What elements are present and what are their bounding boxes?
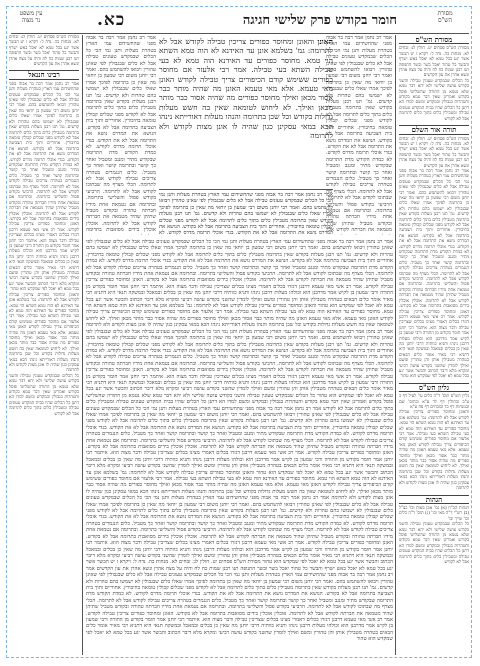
rabbeinu-chananel-text-cont2: כל הכלים שבמקדש טעונין טבילה והשני בקודש עושה שלישי ולא יהא דבר טמא שלא נטמא מן התורה שהשלישי פוסל בקודש ואמרינן שאין דבר טמא בקודש והטהרות בגבולין ובמקדש ומשם למדו הא דתנן כל הכלים שהיו בבית המקדש טעונים טבילה ומטבילין כלים בתוך כלים לתרומה אבל לא לקודש	[9, 373, 79, 417]
ein-mishpat-text: מסורת הש"ס פסחים יט. חולין לג: זבחים לא. מנחות כה. נדה ל: ויקרא ז יט הבשר אשר יגע בכל טמא לא יאכל באש ישרף והבשר כל טהור יאכל בשר ובשר התנופה תנו רבנן שמות כח לח והיה על מצח אהרן ונשא אהרן את עון הקדשים	[9, 35, 79, 68]
torah-or-title: תורה אור השלם	[399, 125, 469, 134]
tosafot-column	[86, 35, 156, 235]
lower-commentary-text-cont8: אמר רב נחמן אמר רבה בר אבוה מפני שהחשידום עמי הארץ בטהרת מעלות ותנן נמי הכי כל הכלים שבמקדש טעונים טבילה אבל לא כלים שבגבולין לפי שאינן טהורין ויבואו להשתמש בהם. ואמר רבי יוחנן משום רבי שמעון בן יוחאי מה שאין כן בתרומה לפיכך אמרו שאלו כלים שבגבולין לא ישמשו בהם טהרות ולא קדשים. גמ' תנו רבנן מעלות בקודש שאין בתרומה מטבילין כלים בתוך כלים לתרומה אבל לא לקודש מפני שכלים קבולין טומאה בחיבורין. אחוריים ותוך בית הצביעה בתרומה אבל לא בקודש. הנושא את המדרס נושא את התרומה אבל לא את הקודש. בגדי אוכלי תרומה מדרס לקודש. לא כמדת הקודש מדת התרומה שבקודש מתיר ומנגב ומטביל ואחר כך קושר ובתרומה קושר ואחר כך מטביל. כלים הנגמרים בטהרה צריכים טבילה לקודש אבל לא לתרומה. הכלי מצרף מה שבתוכו לקודש אבל לא לתרומה. הרביעי בקודש פסול והשלישי בתרומה. ובתרומה אם נטמאת אחת מידיו חברתה טהורה ובקודש מטביל שתיהן שהיד מטמאה את חברתה לקודש אבל לא לתרומה. אוכלין אוכלין בידים מסואבות בתרומה אבל לא בקודש. האונן ומחוסר כפורים צריכין טבילה לקודש. אמר רב אשי מאי טעמא דרבנן דגזרו בכלים דאמרי מצינו בכלים שצריכין טבילה ודבר מצוה הוא. איתמר רבי יוחנן אמר חומר בקודש מן התורה ורבי שמעון בן לקיש אמר מדרבנן הוא וכולהו מעלות דרבנן נינהו ותניא כוותיה דרבי יוחנן מה שאין כן בכלים ובמאכל ובמשקה תנאי היא דתניא רבי מאיר אומר כלים הבאים בטהרה מטבילין אותן והן טהורין ומשם ואילך לומדין שהשני בקודש עושה רביעי ומקרא מלא דיבר הכתוב והבשר אשר יגע בכל טמא לא יאכל לפי שמקדש הוא טהור	[86, 565, 393, 643]
torah-or-text: מסורת הש"ס פסחים יט. חולין לג: זבחים לא. מנחות כה. נדה ל: ויקרא ז יט הבשר אשר יגע בכל טמא לא יאכל באש ישרף והבשר כל טהור יאכל בשר ובשר התנופה תנו רבנן שמות כח לח והיה על מצח אהרן ונשא אהרן את עון הקדשים	[399, 136, 469, 169]
mishna-lead-word: האונן	[317, 37, 333, 46]
lower-commentary-text: אמר רב נחמן אמר רבה בר אבוה מפני שהחשידום עמי הארץ בטהרת מעלות ותנן נמי הכי כל הכלים שבמקדש טעונים טבילה אבל לא כלים שבגבולין לפי שאינן טהורין ויבואו להשתמש בהם. ואמר רבי יוחנן משום רבי שמעון בן יוחאי מה שאין כן בתרומה לפיכך אמרו שאלו כלים שבגבולין לא ישמשו בהם טהרות ולא קדשים. גמ' תנו רבנן מעלות בקודש שאין בתרומה מטבילין כלים בתוך כלים לתרומה אבל לא לקודש מפני שכלים קבולין טומאה בחיבורין. אחוריים ותוך בית הצביעה בתרומה אבל לא בקודש. הנושא את המדרס נושא את התרומה אבל לא את הקודש. בגדי אוכלי תרומה מדרס לקודש. לא כמדת הקודש מדת התרומה שבקודש מתיר ומנגב ומטביל ואחר כך קושר ובתרומה קושר ואחר כך מטביל. כלים הנגמרים בטהרה צריכים טבילה לקודש אבל לא לתרומה. הכלי מצרף מה שבתוכו לקודש אבל לא לתרומה. הרביעי בקודש פסול והשלישי בתרומה. ובתרומה אם נטמאת אחת מידיו חברתה טהורה ובקודש מטביל שתיהן שהיד מטמאה את חברתה לקודש אבל לא לתרומה. אוכלין אוכלין בידים מסואבות בתרומה אבל לא בקודש. האונן ומחוסר כפורים צריכין טבילה לקודש. אמר רב אשי מאי טעמא דרבנן דגזרו בכלים דאמרי מצינו בכלים שצריכין טבילה ודבר מצוה הוא. איתמר רבי יוחנן אמר חומר בקודש מן התורה ורבי שמעון בן לקיש אמר מדרבנן הוא וכולהו מעלות דרבנן נינהו ותניא כוותיה דרבי יוחנן מה שאין כן בכלים ובמאכל ובמשקה תנאי היא דתניא רבי מאיר אומר כלים הבאים בטהרה מטבילין אותן והן טהורין ומשם ואילך לומדין שהשני בקודש עושה רביעי ומקרא מלא דיבר הכתוב והבשר אשר יגע בכל טמא לא יאכל לפי שמקדש הוא טהור	[86, 239, 393, 310]
lower-commentary-text-cont7: מסורת הש"ס פסחים יט. חולין לג: זבחים לא. מנחות כה. נדה ל: ויקרא ז יט הבשר אשר יגע בכל טמא לא יאכל באש ישרף והבשר כל טהור יאכל בשר ובשר התנופה תנו רבנן שמות כח לח והיה על מצח אהרן ונשא אהרן את עון הקדשים	[86, 559, 393, 572]
gilyon-title: גליון הש"ס	[399, 383, 469, 392]
lower-commentary-text-cont4: אמר רב נחמן אמר רבה בר אבוה מפני שהחשידום עמי הארץ בטהרת מעלות ותנן נמי הכי כל הכלים שבמקדש טעונים טבילה אבל לא כלים שבגבולין לפי שאינן טהורין ויבואו להשתמש בהם. ואמר רבי יוחנן משום רבי שמעון בן יוחאי מה שאין כן בתרומה לפיכך אמרו שאלו כלים שבגבולין לא ישמשו בהם טהרות ולא קדשים. גמ' תנו רבנן מעלות בקודש שאין בתרומה מטבילין כלים בתוך כלים לתרומה אבל לא לקודש מפני שכלים קבולין טומאה בחיבורין. אחוריים ותוך בית הצביעה בתרומה אבל לא בקודש. הנושא את המדרס נושא את התרומה אבל לא את הקודש. בגדי אוכלי תרומה מדרס לקודש. לא כמדת הקודש מדת התרומה שבקודש מתיר ומנגב ומטביל ואחר כך קושר ובתרומה קושר ואחר כך מטביל. כלים הנגמרים בטהרה צריכים טבילה לקודש אבל לא לתרומה. הכלי מצרף מה שבתוכו לקודש אבל לא לתרומה. הרביעי בקודש פסול והשלישי בתרומה. ובתרומה אם נטמאת אחת מידיו חברתה טהורה ובקודש מטביל שתיהן שהיד מטמאה את חברתה לקודש אבל לא לתרומה. אוכלין אוכלין בידים מסואבות בתרומה אבל לא בקודש. האונן ומחוסר כפורים צריכין טבילה לקודש. אמר רב אשי מאי טעמא דרבנן דגזרו בכלים דאמרי מצינו בכלים שצריכין טבילה ודבר מצוה הוא. איתמר רבי יוחנן אמר חומר בקודש מן התורה ורבי שמעון בן לקיש אמר מדרבנן הוא וכולהו מעלות דרבנן נינהו ותניא כוותיה דרבי יוחנן מה שאין כן בכלים ובמאכל ובמשקה תנאי היא דתניא רבי מאיר אומר כלים הבאים בטהרה מטבילין אותן והן טהורין ומשם ואילך לומדין שהשני בקודש עושה רביעי ומקרא מלא דיבר הכתוב והבשר אשר יגע בכל טמא לא יאכל לפי שמקדש הוא טהור	[86, 405, 393, 476]
header-rule	[11, 33, 469, 34]
right-column-rule	[395, 35, 396, 655]
gilyon-text: גליון הש"ס תוס' ד"ה כלים עי' לעיל דף כ ע"ב ובחולין דף לד ע"א ובתוס' שם ובמנחות דף כד ובזבחים דף פח ע"א	[399, 394, 469, 410]
hagahot-title: הגהות	[399, 495, 469, 504]
gemara-upper	[159, 192, 333, 236]
lower-commentary-text-cont: והאונן ומחוסר כפורים צריכין טבילה לקודש אבל לא לתרומה: גמ' בשלמא אונן עד האידנא לא הוה טמא השתא הוי טמא. מחוסר כפורים עד האידנא הוה טמא לא בעי טבילה השתא בעי טבילה. אמר רבי אלעזר אם מחוסר כפורים ששימש קודם הכיפורים צריך טבילה לקודש האונן מאי טעמא. אלא מאי טעמא האונן מה שהיה מותר כבר אסור מכאן ואילך מחוסר כפורים מה שהיה אסור כבר מותר מכאן ואילך. לא ליחוש לטומאה שאין בה חשש מעלות גדולות בקודש וכל שכן בתרומה והנהו מעלות דאורייתא נינהו הכא במאי עסקינן כגון שהיה לו אונן מצות לקודש ולא לתרומה	[86, 303, 393, 329]
masoret-corner-label: מסורת הש"ס	[437, 10, 453, 24]
lower-commentary-text-cont3: כל הכלים שבמקדש טעונין טבילה והשני בקודש עושה שלישי ולא יהא דבר טמא שלא נטמא מן התורה שהשלישי פוסל בקודש ואמרינן שאין דבר טמא בקודש והטהרות בגבולין ובמקדש ומשם למדו הא דתנן כל הכלים שהיו בבית המקדש טעונים טבילה ומטבילין כלים בתוך כלים לתרומה אבל לא לקודש	[86, 392, 393, 412]
talmud-page	[6, 6, 472, 658]
mishna-block	[159, 37, 333, 187]
right-margin-column	[399, 35, 469, 655]
lower-commentary-text-cont5: והאונן ומחוסר כפורים צריכין טבילה לקודש אבל לא לתרומה: גמ' בשלמא אונן עד האידנא לא הוה טמא השתא הוי טמא. מחוסר כפורים עד האידנא הוה טמא לא בעי טבילה השתא בעי טבילה. אמר רבי אלעזר אם מחוסר כפורים ששימש קודם הכיפורים צריך טבילה לקודש האונן מאי טעמא. אלא מאי טעמא האונן מה שהיה מותר כבר אסור מכאן ואילך מחוסר כפורים מה שהיה אסור כבר מותר מכאן ואילך. לא ליחוש לטומאה שאין בה חשש מעלות גדולות בקודש וכל שכן בתרומה והנהו מעלות דאורייתא נינהו הכא במאי עסקינן כגון שהיה לו אונן מצות לקודש ולא לתרומה	[86, 469, 393, 502]
rabbeinu-chananel-text: אמר רב נחמן אמר רבה בר אבוה מפני שהחשידום עמי הארץ בטהרת מעלות ותנן נמי הכי כל הכלים שבמקדש טעונים טבילה אבל לא כלים שבגבולין לפי שאינן טהורין ויבואו להשתמש בהם. ואמר רבי יוחנן משום רבי שמעון בן יוחאי מה שאין כן בתרומה לפיכך אמרו שאלו כלים שבגבולין לא ישמשו בהם טהרות ולא קדשים. גמ' תנו רבנן מעלות בקודש שאין בתרומה מטבילין כלים בתוך כלים לתרומה אבל לא לקודש מפני שכלים קבולין טומאה בחיבורין. אחוריים ותוך בית הצביעה בתרומה אבל לא בקודש. הנושא את המדרס נושא את התרומה אבל לא את הקודש. בגדי אוכלי תרומה מדרס לקודש. לא כמדת הקודש מדת התרומה שבקודש מתיר ומנגב ומטביל ואחר כך קושר ובתרומה קושר ואחר כך מטביל. כלים הנגמרים בטהרה צריכים טבילה לקודש אבל לא לתרומה. הכלי מצרף מה שבתוכו לקודש אבל לא לתרומה. הרביעי בקודש פסול והשלישי בתרומה. ובתרומה אם נטמאת אחת מידיו חברתה טהורה ובקודש מטביל שתיהן שהיד מטמאה את חברתה לקודש אבל לא לתרומה. אוכלין אוכלין בידים מסואבות בתרומה אבל לא בקודש. האונן ומחוסר כפורים צריכין טבילה לקודש. אמר רב אשי מאי טעמא דרבנן דגזרו בכלים דאמרי מצינו בכלים שצריכין טבילה ודבר מצוה הוא. איתמר רבי יוחנן אמר חומר בקודש מן התורה ורבי שמעון בן לקיש אמר מדרבנן הוא וכולהו מעלות דרבנן נינהו ותניא כוותיה דרבי יוחנן מה שאין כן בכלים ובמאכל ובמשקה תנאי היא דתניא רבי מאיר אומר כלים הבאים בטהרה מטבילין אותן והן טהורין ומשם ואילך לומדין שהשני בקודש עושה רביעי ומקרא מלא דיבר הכתוב והבשר אשר יגע בכל טמא לא יאכל לפי שמקדש הוא טהור	[9, 81, 79, 293]
page-number: כא.	[97, 10, 126, 30]
masoret-text-cont: כל הכלים שבמקדש טעונין טבילה והשני בקודש עושה שלישי ולא יהא דבר טמא שלא נטמא מן התורה שהשלישי פוסל בקודש ואמרינן שאין דבר טמא בקודש והטהרות בגבולין ובמקדש ומשם למדו הא דתנן כל הכלים שהיו בבית המקדש טעונים טבילה ומטבילין כלים בתוך כלים לתרומה אבל לא לקודש	[399, 78, 469, 122]
gemara-upper-text: אמר רב נחמן אמר רבה בר אבוה מפני שהחשידום עמי הארץ בטהרת מעלות ותנן נמי הכי כל הכלים שבמקדש טעונים טבילה אבל לא כלים שבגבולין לפי שאינן טהורין ויבואו להשתמש בהם. ואמר רבי יוחנן משום רבי שמעון בן יוחאי מה שאין כן בתרומה לפיכך אמרו שאלו כלים שבגבולין לא ישמשו בהם טהרות ולא קדשים. גמ' תנו רבנן מעלות בקודש שאין בתרומה מטבילין כלים בתוך כלים לתרומה אבל לא לקודש מפני שכלים קבולין טומאה בחיבורין. אחוריים ותוך בית הצביעה בתרומה אבל לא בקודש. הנושא את המדרס נושא את התרומה אבל לא את הקודש. בגדי אוכלי תרומה מדרס לקודש. לא	[159, 192, 333, 236]
lower-commentary	[86, 239, 393, 655]
mishna-text: והאונן ומחוסר כפורים צריכין טבילה לקודש אבל לא לתרומה: גמ' בשלמא אונן עד האידנא לא הוה טמא השתא הוי טמא. מחוסר כפורים עד האידנא הוה טמא לא בעי טבילה השתא בעי טבילה. אמר רבי אלעזר אם מחוסר כפורים ששימש קודם הכיפורים צריך טבילה לקודש האונן מאי טעמא. אלא מאי טעמא האונן מה שהיה מותר כבר אסור מכאן ואילך מחוסר כפורים מה שהיה אסור כבר מותר מכאן ואילך. לא ליחוש לטומאה שאין בה חשש מעלות גדולות בקודש וכל שכן בתרומה והנהו מעלות דאורייתא נינהו הכא במאי עסקינן כגון שהיה לו אונן מצות לקודש ולא לתרומה	[159, 37, 333, 141]
tosafot-text: אמר רב נחמן אמר רבה בר אבוה מפני שהחשידום עמי הארץ בטהרת מעלות ותנן נמי הכי כל הכלים שבמקדש טעונים טבילה אבל לא כלים שבגבולין לפי שאינן טהורין ויבואו להשתמש בהם. ואמר רבי יוחנן משום רבי שמעון בן יוחאי מה שאין כן בתרומה לפיכך אמרו שאלו כלים שבגבולין לא ישמשו בהם טהרות ולא קדשים. גמ' תנו רבנן מעלות בקודש שאין בתרומה מטבילין כלים בתוך כלים לתרומה אבל לא לקודש מפני שכלים קבולין טומאה בחיבורין. אחוריים ותוך בית הצביעה בתרומה אבל לא בקודש. הנושא את המדרס נושא את התרומה אבל לא את הקודש. בגדי אוכלי תרומה מדרס לקודש. לא כמדת הקודש מדת התרומה שבקודש מתיר ומנגב ומטביל ואחר כך קושר ובתרומה קושר ואחר כך מטביל. כלים הנגמרים בטהרה צריכים טבילה לקודש אבל לא לתרומה. הכלי מצרף מה שבתוכו לקודש אבל לא לתרומה. הרביעי בקודש פסול והשלישי בתרומה. ובתרומה אם נטמאת אחת מידיו חברתה טהורה ובקודש מטביל שתיהן שהיד מטמאה את חברתה לקודש אבל לא לתרומה. אוכלין אוכלין בידים מסואבות בתרומה	[86, 35, 156, 234]
rabbeinu-chananel-title: רבינו חננאל	[9, 70, 79, 79]
mishna-rule	[159, 189, 333, 190]
hagahot-text-cont: כל הכלים שבמקדש טעונין טבילה והשני בקודש עושה שלישי ולא יהא דבר טמא שלא נטמא מן התורה שהשלישי פוסל בקודש ואמרינן שאין דבר טמא בקודש והטהרות בגבולין ובמקדש ומשם למדו הא דתנן כל הכלים שהיו בבית המקדש טעונים טבילה ומטבילין כלים בתוך כלים לתרומה אבל לא לקודש	[399, 522, 469, 565]
rashi-column	[326, 35, 392, 235]
lower-commentary-text-cont2: אמר רב נחמן אמר רבה בר אבוה מפני שהחשידום עמי הארץ בטהרת מעלות ותנן נמי הכי כל הכלים שבמקדש טעונים טבילה אבל לא כלים שבגבולין לפי שאינן טהורין ויבואו להשתמש בהם. ואמר רבי יוחנן משום רבי שמעון בן יוחאי מה שאין כן בתרומה לפיכך אמרו שאלו כלים שבגבולין לא ישמשו בהם טהרות ולא קדשים. גמ' תנו רבנן מעלות בקודש שאין בתרומה מטבילין כלים בתוך כלים לתרומה אבל לא לקודש מפני שכלים קבולין טומאה בחיבורין. אחוריים ותוך בית הצביעה בתרומה אבל לא בקודש. הנושא את המדרס נושא את התרומה אבל לא את הקודש. בגדי אוכלי תרומה מדרס לקודש. לא כמדת הקודש מדת התרומה שבקודש מתיר ומנגב ומטביל ואחר כך קושר ובתרומה קושר ואחר כך מטביל. כלים הנגמרים בטהרה צריכים טבילה לקודש אבל לא לתרומה. הכלי מצרף מה שבתוכו לקודש אבל לא לתרומה. הרביעי בקודש פסול והשלישי בתרומה. ובתרומה אם נטמאת אחת מידיו חברתה טהורה ובקודש מטביל שתיהן שהיד מטמאה את חברתה לקודש אבל לא לתרומה. אוכלין אוכלין בידים מסואבות בתרומה אבל לא בקודש. האונן ומחוסר כפורים צריכין טבילה לקודש. אמר רב אשי מאי טעמא דרבנן דגזרו בכלים דאמרי מצינו בכלים שצריכין טבילה ודבר מצוה הוא. איתמר רבי יוחנן אמר חומר בקודש מן התורה ורבי שמעון בן לקיש אמר מדרבנן הוא וכולהו מעלות דרבנן נינהו ותניא כוותיה דרבי יוחנן מה שאין כן בכלים ובמאכל ובמשקה תנאי היא דתניא רבי מאיר אומר כלים הבאים בטהרה מטבילין אותן והן טהורין ומשם ואילך לומדין שהשני בקודש עושה רביעי ומקרא מלא דיבר הכתוב והבשר אשר יגע בכל טמא לא יאכל לפי שמקדש הוא טהור	[86, 328, 393, 399]
ein-mishpat-corner-label: עין משפט נר מצוה	[19, 10, 43, 24]
masoret-title: מסורת הש"ס	[399, 37, 469, 44]
rashi-text: אמר רב נחמן אמר רבה בר אבוה מפני שהחשידום עמי הארץ בטהרת מעלות ותנן נמי הכי כל הכלים שבמקדש טעונים טבילה אבל לא כלים שבגבולין לפי שאינן טהורין ויבואו להשתמש בהם. ואמר רבי יוחנן משום רבי שמעון בן יוחאי מה שאין כן בתרומה לפיכך אמרו שאלו כלים שבגבולין לא ישמשו בהם טהרות ולא קדשים. גמ' תנו רבנן מעלות בקודש שאין בתרומה מטבילין כלים בתוך כלים לתרומה אבל לא לקודש מפני שכלים קבולין טומאה בחיבורין. אחוריים ותוך בית הצביעה בתרומה אבל לא בקודש. הנושא את המדרס נושא את התרומה אבל לא את הקודש. בגדי אוכלי תרומה מדרס לקודש. לא כמדת הקודש מדת התרומה שבקודש מתיר ומנגב ומטביל ואחר כך קושר ובתרומה קושר ואחר כך מטביל. כלים הנגמרים בטהרה צריכים טבילה לקודש אבל לא לתרומה. הכלי מצרף מה שבתוכו לקודש אבל לא לתרומה. הרביעי בקודש פסול והשלישי בתרומה. ובתרומה אם נטמאת אחת מידיו חברתה טהורה ובקודש מטביל שתיהן שהיד מטמאה את חברתה לקודש אבל	[326, 35, 392, 234]
page-header	[97, 9, 397, 31]
hagahot-text: הגהות הב"ח (א) גמ' אונן מצות וכו' כצ"ל (ב) רש"י ד"ה מאי וכו' (ג) תוס' ד"ה כלים וכו' שייך וכו'	[399, 505, 469, 522]
gilyon-text-cont: והאונן ומחוסר כפורים צריכין טבילה לקודש אבל לא לתרומה: גמ' בשלמא אונן עד האידנא לא הוה טמא השתא הוי טמא. מחוסר כפורים עד האידנא הוה טמא לא בעי טבילה השתא בעי טבילה. אמר רבי אלעזר אם מחוסר כפורים ששימש קודם הכיפורים צריך טבילה לקודש האונן מאי טעמא. אלא מאי טעמא האונן מה שהיה מותר כבר אסור מכאן ואילך מחוסר כפורים מה שהיה אסור כבר מותר מכאן ואילך. לא ליחוש לטומאה שאין בה חשש מעלות גדולות בקודש וכל שכן בתרומה והנהו מעלות דאורייתא נינהו הכא במאי עסקינן כגון שהיה לו אונן מצות לקודש ולא לתרומה	[399, 410, 469, 492]
masoret-text: מסורת הש"ס פסחים יט. חולין לג: זבחים לא. מנחות כה. נדה ל: ויקרא ז יט הבשר אשר יגע בכל טמא לא יאכל באש ישרף והבשר כל טהור יאכל בשר ובשר התנופה תנו רבנן שמות כח לח והיה על מצח אהרן ונשא אהרן את עון הקדשים	[399, 46, 469, 79]
left-column-rule	[82, 35, 83, 655]
lower-commentary-text-cont6: אמר רב נחמן אמר רבה בר אבוה מפני שהחשידום עמי הארץ בטהרת מעלות ותנן נמי הכי כל הכלים שבמקדש טעונים טבילה אבל לא כלים שבגבולין לפי שאינן טהורין ויבואו להשתמש בהם. ואמר רבי יוחנן משום רבי שמעון בן יוחאי מה שאין כן בתרומה לפיכך אמרו שאלו כלים שבגבולין לא ישמשו בהם טהרות ולא קדשים. גמ' תנו רבנן מעלות בקודש שאין בתרומה מטבילין כלים בתוך כלים לתרומה אבל לא לקודש מפני שכלים קבולין טומאה בחיבורין. אחוריים ותוך בית הצביעה בתרומה אבל לא בקודש. הנושא את המדרס נושא את התרומה אבל לא את הקודש. בגדי אוכלי תרומה מדרס לקודש. לא כמדת הקודש מדת התרומה שבקודש מתיר ומנגב ומטביל ואחר כך קושר ובתרומה קושר ואחר כך מטביל. כלים הנגמרים בטהרה צריכים טבילה לקודש אבל לא לתרומה. הכלי מצרף מה שבתוכו לקודש אבל לא לתרומה. הרביעי בקודש פסול והשלישי בתרומה. ובתרומה אם נטמאת אחת מידיו חברתה טהורה ובקודש מטביל שתיהן שהיד מטמאה את חברתה לקודש אבל לא לתרומה. אוכלין אוכלין בידים מסואבות בתרומה אבל לא בקודש. האונן ומחוסר כפורים צריכין טבילה לקודש. אמר רב אשי מאי טעמא דרבנן דגזרו בכלים דאמרי מצינו בכלים שצריכין טבילה ודבר מצוה הוא. איתמר רבי יוחנן אמר חומר בקודש מן התורה ורבי שמעון בן לקיש אמר מדרבנן הוא וכולהו מעלות דרבנן נינהו ותניא כוותיה דרבי יוחנן מה שאין כן בכלים ובמאכל ובמשקה תנאי היא דתניא רבי מאיר אומר כלים הבאים בטהרה מטבילין אותן והן טהורין ומשם ואילך לומדין שהשני בקודש עושה רביעי ומקרא מלא דיבר הכתוב והבשר אשר יגע בכל טמא לא יאכל לפי שמקדש הוא טהור	[86, 495, 393, 566]
left-margin-column	[9, 35, 79, 655]
rabbeinu-chananel-text-cont: והאונן ומחוסר כפורים צריכין טבילה לקודש אבל לא לתרומה: גמ' בשלמא אונן עד האידנא לא הוה טמא השתא הוי טמא. מחוסר כפורים עד האידנא הוה טמא לא בעי טבילה השתא בעי טבילה. אמר רבי אלעזר אם מחוסר כפורים ששימש קודם הכיפורים צריך טבילה לקודש האונן מאי טעמא. אלא מאי טעמא האונן מה שהיה מותר כבר אסור מכאן ואילך מחוסר כפורים מה שהיה אסור כבר מותר מכאן ואילך. לא ליחוש לטומאה שאין בה חשש מעלות גדולות בקודש וכל שכן בתרומה והנהו מעלות דאורייתא נינהו הכא במאי עסקינן כגון שהיה לו אונן מצות לקודש ולא לתרומה	[9, 292, 79, 374]
torah-or-text-cont: אמר רב נחמן אמר רבה בר אבוה מפני שהחשידום עמי הארץ בטהרת מעלות ותנן נמי הכי כל הכלים שבמקדש טעונים טבילה אבל לא כלים שבגבולין לפי שאינן טהורין ויבואו להשתמש בהם. ואמר רבי יוחנן משום רבי שמעון בן יוחאי מה שאין כן בתרומה לפיכך אמרו שאלו כלים שבגבולין לא ישמשו בהם טהרות ולא קדשים. גמ' תנו רבנן מעלות בקודש שאין בתרומה מטבילין כלים בתוך כלים לתרומה אבל לא לקודש מפני שכלים קבולין טומאה בחיבורין. אחוריים ותוך בית הצביעה בתרומה אבל לא בקודש. הנושא את המדרס נושא את התרומה אבל לא את הקודש. בגדי אוכלי תרומה מדרס לקודש. לא כמדת הקודש מדת התרומה שבקודש מתיר ומנגב ומטביל ואחר כך קושר ובתרומה קושר ואחר כך מטביל. כלים הנגמרים בטהרה צריכים טבילה לקודש אבל לא לתרומה. הכלי מצרף מה שבתוכו לקודש אבל לא לתרומה. הרביעי בקודש פסול והשלישי בתרומה. ובתרומה אם נטמאת אחת מידיו חברתה טהורה ובקודש מטביל שתיהן שהיד מטמאה את חברתה לקודש אבל לא לתרומה. אוכלין אוכלין בידים מסואבות בתרומה אבל לא בקודש. האונן ומחוסר כפורים צריכין טבילה לקודש. אמר רב אשי מאי טעמא דרבנן דגזרו בכלים דאמרי מצינו בכלים שצריכין טבילה ודבר מצוה הוא. איתמר רבי יוחנן אמר חומר בקודש מן התורה ורבי שמעון בן לקיש אמר מדרבנן הוא וכולהו מעלות דרבנן נינהו ותניא כוותיה דרבי יוחנן מה שאין כן בכלים ובמאכל ובמשקה תנאי היא דתניא רבי מאיר אומר כלים הבאים בטהרה מטבילין אותן והן טהורין ומשם ואילך לומדין שהשני בקודש עושה רביעי ומקרא מלא דיבר הכתוב והבשר אשר יגע בכל טמא לא יאכל לפי שמקדש הוא טהור	[399, 168, 469, 380]
running-title: חומר בקודש פרק שלישי חגיגה	[242, 13, 397, 28]
